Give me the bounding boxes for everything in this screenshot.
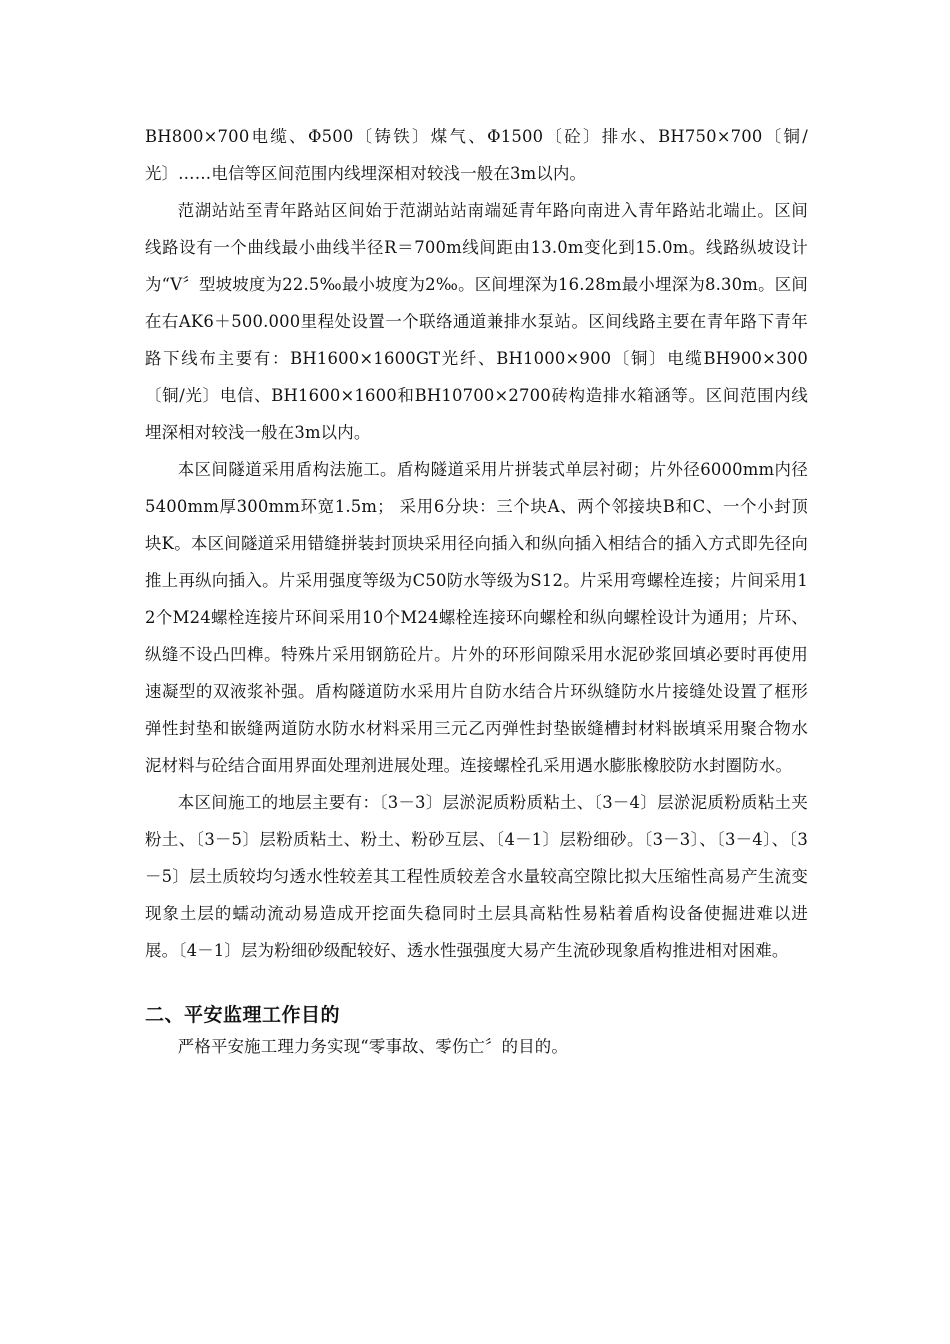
paragraph-route-description: 范湖站站至青年路站区间始于范湖站站南端延青年路向南进入青年路站北端止。区间线路设有一个曲线最小曲线半径R＝700m线间距由13.0m变化到15.0m。线路纵坡设计为“V〞型坡坡度为22.5‰最小坡度为2‰。区间埋深为16.28m最小埋深为8.30m。区间在右AK6＋500.000里程处设置一个联络通道兼排水泵站。区间线路主要在青年路下青年路下线布主要有：BH1600×1600GT光纤、BH1000×900〔铜〕电缆BH900×300〔铜/光〕电信、BH1600×1600和BH10700×2700砖构造排水箱涵等。区间范围内线埋深相对较浅一般在3m以内。	[145, 201, 808, 442]
document-page	[145, 118, 808, 1063]
paragraph-strata: 本区间施工的地层主要有：〔3－3〕层淤泥质粉质粘土、〔3－4〕层淤泥质粉质粘土夹粉土、〔3－5〕层粉质粘土、粉土、粉砂互层、〔4－1〕层粉细砂。〔3－3〕、〔3－4〕、〔3－5〕层土质较均匀透水性较差其工程性质较差含水量较高空隙比拟大压缩性高易产生流变现象土层的蠕动流动易造成开挖面失稳同时土层具高粘性易粘着盾构设备使掘进难以进展。〔4－1〕层为粉细砂级配较好、透水性强强度大易产生流砂现象盾构推进相对困难。	[145, 793, 808, 960]
section-body: 严格平安施工理力务实现“零事故、零伤亡〞的目的。	[177, 1037, 568, 1056]
section-heading: 二、平安监理工作目的	[145, 1004, 341, 1026]
paragraph-shield-tunnel: 本区间隧道采用盾构法施工。盾构隧道采用片拼装式单层衬砌；片外径6000mm内径5400mm厚300mm环宽1.5m； 采用6分块：三个块A、两个邻接块B和C、一个小封顶块K。本区间隧道采用错缝拼装封顶块采用径向插入和纵向插入相结合的插入方式即先径向推上再纵向插入。片采用强度等级为C50防水等级为S12。片采用弯螺栓连接；片间采用12个M24螺栓连接片环间采用10个M24螺栓连接环向螺栓和纵向螺栓设计为通用；片环、纵缝不设凸凹榫。特殊片采用钢筋砼片。片外的环形间隙采用水泥砂浆回填必要时再使用速凝型的双液浆补强。盾构隧道防水采用片自防水结合片环纵缝防水片接缝处设置了框形弹性封垫和嵌缝两道防水防水材料采用三元乙丙弹性封垫嵌缝槽封材料嵌填采用聚合物水泥材料与砼结合面用界面处理剂进展处理。连接螺栓孔采用遇水膨胀橡胶防水封圈防水。	[145, 460, 808, 775]
paragraph-pipelines: BH800×700电缆、Φ500〔铸铁〕煤气、Φ1500〔砼〕排水、BH750×700〔铜/光〕……电信等区间范围内线埋深相对较浅一般在3m以内。	[145, 127, 808, 183]
